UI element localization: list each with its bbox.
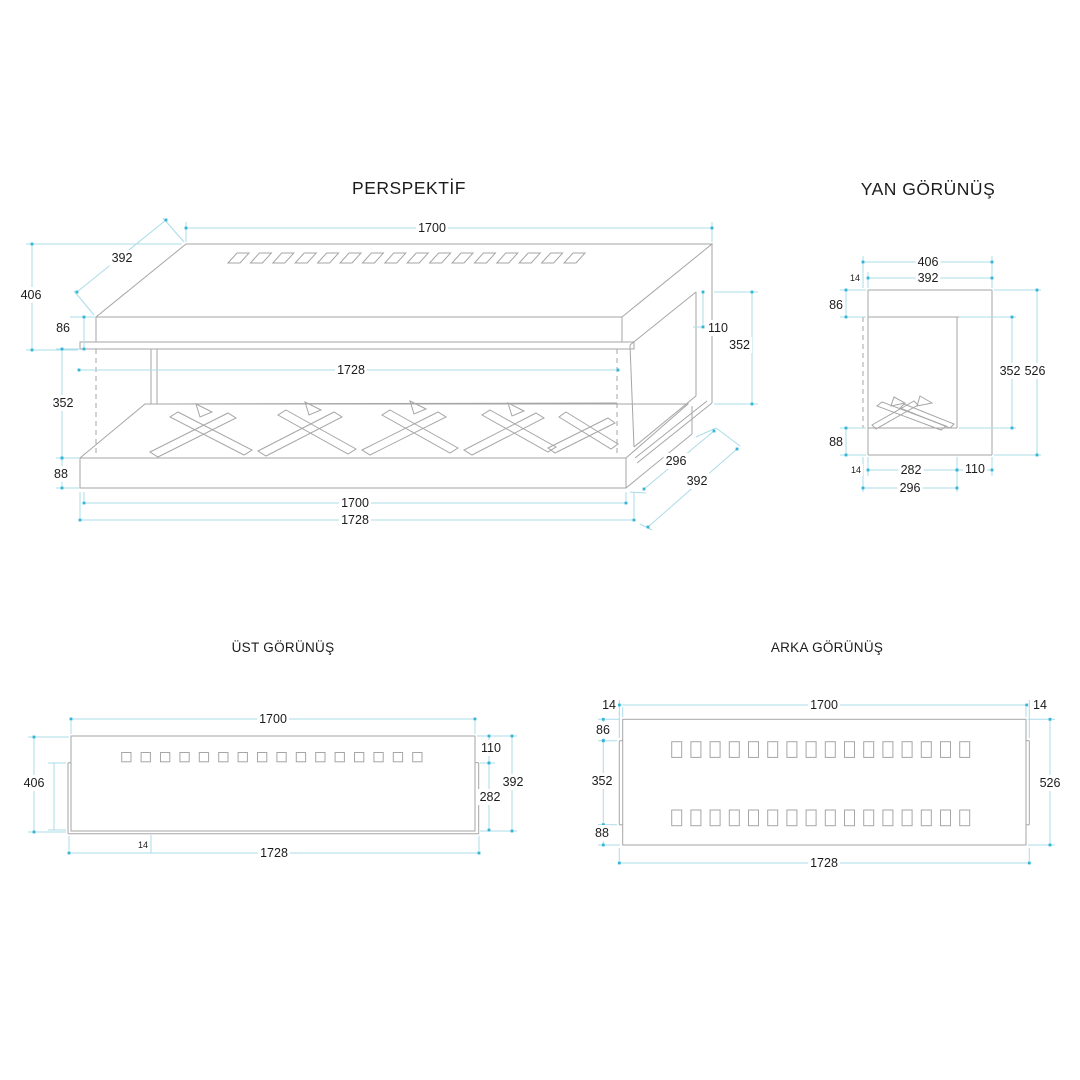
dim-bottom-outer-width: 1728: [341, 513, 369, 527]
top-face-vent-slots: [228, 253, 585, 263]
dim-endpoint-marker: [625, 502, 628, 505]
dim-endpoint-marker: [61, 457, 64, 460]
dim-endpoint-marker: [488, 735, 491, 738]
dim-opening-height: 352: [591, 774, 613, 788]
dim-endpoint-marker: [845, 454, 848, 457]
dim-endpoint-marker: [1025, 704, 1028, 707]
dim-endpoint-marker: [702, 291, 705, 294]
dim-side-inset: 110: [708, 321, 728, 335]
back-geometry: [619, 719, 1029, 845]
top-title: ÜST GÖRÜNÜŞ: [231, 640, 335, 655]
dim-endpoint-marker: [1036, 289, 1039, 292]
dim-inner-width: 1728: [337, 363, 365, 377]
dim-endpoint-marker: [643, 488, 646, 491]
dim-hood-height: 86: [829, 298, 843, 312]
dim-endpoint-marker: [736, 448, 739, 451]
dim-endpoint-marker: [61, 348, 64, 351]
dim-bottom-width: 1700: [341, 496, 369, 510]
dim-hood-height: 86: [56, 321, 70, 335]
dim-endpoint-marker: [78, 369, 81, 372]
side-firewood-logs: [870, 396, 956, 430]
dim-endpoint-marker: [713, 430, 716, 433]
dim-endpoint-marker: [79, 519, 82, 522]
dim-endpoint-marker: [488, 829, 491, 832]
perspective-title: PERSPEKTİF: [352, 178, 466, 198]
dim-endpoint-marker: [1028, 862, 1031, 865]
dim-endpoint-marker: [867, 469, 870, 472]
back-title: ARKA GÖRÜNÜŞ: [770, 640, 884, 655]
side-geometry: [863, 290, 992, 455]
dim-endpoint-marker: [511, 735, 514, 738]
dim-endpoint-marker: [474, 718, 477, 721]
dim-endpoint-marker: [618, 704, 621, 707]
perspective-dimensions: [19, 218, 758, 530]
dim-endpoint-marker: [711, 227, 714, 230]
dim-top-width: 1700: [418, 221, 446, 235]
dim-body-depth: 392: [917, 271, 939, 285]
dim-bottom-depth: 392: [686, 474, 708, 488]
dim-endpoint-marker: [991, 261, 994, 264]
dim-base-back-lip: 14: [850, 465, 861, 475]
perspective-geometry: [80, 244, 712, 488]
dim-endpoint-marker: [751, 291, 754, 294]
side-title: YAN GÖRÜNÜŞ: [860, 179, 996, 199]
dim-total-depth: 406: [917, 255, 939, 269]
dim-endpoint-marker: [68, 852, 71, 855]
dim-endpoint-marker: [165, 219, 168, 222]
dim-endpoint-marker: [33, 736, 36, 739]
dim-hood-height: 86: [596, 723, 610, 737]
dim-side-opening-height: 352: [729, 338, 750, 352]
perspective-view: [19, 178, 758, 530]
dim-endpoint-marker: [702, 326, 705, 329]
dim-opening-height: 352: [999, 364, 1021, 378]
dim-endpoint-marker: [511, 830, 514, 833]
dim-endpoint-marker: [83, 316, 86, 319]
top-dimensions: [22, 711, 526, 861]
dim-endpoint-marker: [956, 487, 959, 490]
dim-base-height: 88: [829, 435, 843, 449]
dim-endpoint-marker: [991, 469, 994, 472]
side-view: [827, 179, 1047, 496]
dim-base-height: 88: [54, 467, 68, 481]
dim-total-height: 526: [1024, 364, 1046, 378]
dim-base-inner-depth: 282: [900, 463, 922, 477]
dim-endpoint-marker: [845, 316, 848, 319]
dim-lip-right: 14: [1033, 698, 1047, 712]
dim-endpoint-marker: [83, 502, 86, 505]
dim-lip-left: 14: [602, 698, 616, 712]
dim-endpoint-marker: [633, 519, 636, 522]
back-view: [590, 640, 1063, 871]
dim-inner-depth: 282: [479, 790, 501, 804]
dim-width: 1700: [259, 712, 287, 726]
dim-endpoint-marker: [1011, 427, 1014, 430]
dim-endpoint-marker: [991, 277, 994, 280]
dim-endpoint-marker: [31, 349, 34, 352]
dim-endpoint-marker: [602, 718, 605, 721]
dim-depth: 406: [23, 776, 45, 790]
dim-total-height: 526: [1039, 776, 1061, 790]
dim-endpoint-marker: [618, 862, 621, 865]
dim-endpoint-marker: [1036, 454, 1039, 457]
dim-endpoint-marker: [31, 243, 34, 246]
firewood-logs: [150, 401, 618, 457]
dim-endpoint-marker: [185, 227, 188, 230]
dim-endpoint-marker: [751, 403, 754, 406]
dim-endpoint-marker: [862, 487, 865, 490]
back-vent-slots: [672, 742, 970, 826]
dim-endpoint-marker: [845, 289, 848, 292]
dim-endpoint-marker: [845, 427, 848, 430]
dim-front-strip: 110: [481, 741, 501, 755]
dim-endpoint-marker: [33, 831, 36, 834]
dim-total-height: 406: [20, 288, 42, 302]
dim-outer-width: 1728: [260, 846, 288, 860]
top-view: [22, 640, 526, 861]
dim-endpoint-marker: [867, 277, 870, 280]
dim-endpoint-marker: [956, 469, 959, 472]
dim-endpoint-marker: [647, 526, 650, 529]
dim-base-height: 88: [595, 826, 609, 840]
dim-endpoint-marker: [1011, 316, 1014, 319]
dim-opening-height: 352: [52, 396, 74, 410]
dim-width: 1700: [810, 698, 838, 712]
dim-endpoint-marker: [76, 291, 79, 294]
dim-endpoint-marker: [862, 261, 865, 264]
dim-endpoint-marker: [70, 718, 73, 721]
dim-endpoint-marker: [602, 739, 605, 742]
dim-endpoint-marker: [617, 369, 620, 372]
dim-front-offset: 110: [965, 462, 985, 476]
dim-base-depth: 296: [665, 454, 687, 468]
dim-body-depth: 392: [502, 775, 524, 789]
dim-base-depth: 296: [899, 481, 921, 495]
top-vent-squares: [122, 753, 422, 762]
dim-endpoint-marker: [61, 487, 64, 490]
dim-endpoint-marker: [1049, 844, 1052, 847]
dim-outer-width: 1728: [810, 856, 838, 870]
dim-depth: 392: [111, 251, 133, 265]
dim-endpoint-marker: [478, 852, 481, 855]
top-geometry: [68, 736, 479, 834]
dim-endpoint-marker: [1049, 718, 1052, 721]
dim-endpoint-marker: [488, 762, 491, 765]
dim-endpoint-marker: [602, 844, 605, 847]
dim-back-lip: 14: [849, 273, 860, 283]
dim-endpoint-marker: [83, 348, 86, 351]
dim-lip: 14: [137, 840, 148, 850]
